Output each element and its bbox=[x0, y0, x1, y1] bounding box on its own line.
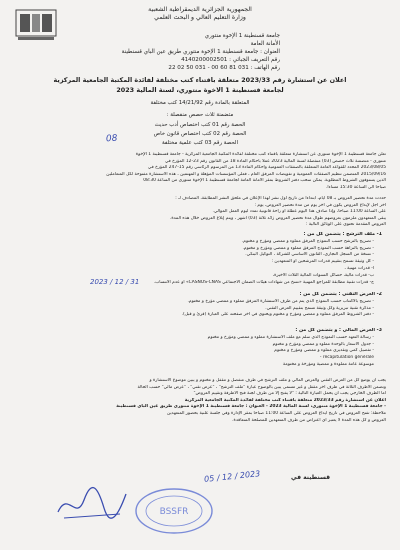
paragraph-line: حددت مدة تحضير العروض بـ 08 أيام، ابتداءا من تاريخ أول نشر لهذا الإعلان في ملحق النشر المطابقة، المصادف لـ : bbox=[175, 196, 386, 201]
paragraph-line: اعلان عن استشارة رقم 2023/33 متعلقة باقتناء كتب مختلفة لفائدة المكتبة الجامعية المركزية bbox=[184, 397, 386, 403]
section-heading: 2- العرض التقني : يتضمن كل من : bbox=[299, 292, 382, 297]
list-item: - نسخة من السجل التجاري، القانون الأساسي للشركة ، التوكيل البنكي. bbox=[245, 252, 374, 258]
paragraph-line: 2023/08/05 المحدد للقواعد العامة المتعلقة بالصفقات العمومية وأحكام المادة 13 من المرسوم الرئاسي رقم 15-247 المؤرخ في bbox=[147, 165, 386, 171]
list-item: - تصريح بالنزاهة حسب النموذج المرفق مملوء و ممضي ومؤرخ و مختوم. bbox=[242, 245, 374, 251]
paragraph-line: تعلن جامعة قسنطينة 1 الإخوة منتوري عن استشارة متعلقة باقتناء كتب مختلفة لفائدة المكتبة الجامعية المركزية - جامعة قسنطينة 1 الإخوة bbox=[135, 152, 386, 157]
list-item: récapitulation générale - bbox=[319, 355, 374, 361]
paragraph-line: يجب أن يوضع كل من العرض التقني والعرض المالي و ملف الترشح في ظرف منفصل و مقفل و مختوم و يبين موضوع الاستشارة و bbox=[149, 378, 386, 383]
paragraph-line: وتضمن الأظرف الثلاثة في ظرف آخر مقفل و غير مسمى يبين بالوضوح عبارة "ملف الترشح" ، "عرض تقني" ، "عرض مالي" حسب الحالة bbox=[137, 384, 386, 390]
list-item: - رسالة التعهد حسب النموذج الذي سلم مع ملف الاستشارة مملوء و ممضي ومؤرخ و مختوم bbox=[207, 334, 374, 340]
paragraph-line: ملاحظة: تفتح العروض في تاريخ ايداع العروض على الساعة 11:00 صباحا بمقر الإدارة وفي جلسة علنية بحضور المتعهدين bbox=[166, 410, 386, 416]
closing-paragraph bbox=[14, 378, 386, 424]
admin-line: رقم التعريف الجبائي : 4140200002501 bbox=[181, 57, 280, 63]
ministry-name: وزارة التعليم العالي و البحث العلمي bbox=[154, 14, 246, 21]
handwritten-signature bbox=[54, 482, 130, 526]
official-stamp bbox=[132, 486, 216, 536]
document-subtitle: لجامعة قسنطينة 1 الاخوة منتوري، لسنة المالية 2023 bbox=[116, 86, 284, 94]
signature-date: 2023 / 12 / 05 bbox=[203, 469, 261, 484]
list-item: - مذكرة تقنية تبريرية وكل وثيقة تسمح بتقييم العرض التقني. bbox=[265, 305, 374, 311]
list-item: - تفصيل كمي وتقديري مملوء و ممضي ومؤرخ و مختوم bbox=[274, 348, 374, 354]
paragraph-line: على الساعة 11:00 صباحا، وإذا صادف هذا اليوم عطلة أو راحة قانونية تمدد ليوم العمل الموالي. bbox=[212, 209, 386, 215]
list-item: ب- قدرات مالية، حصائل السنوات المالية الثلاث الأخيرة، bbox=[272, 272, 374, 278]
administration-block bbox=[10, 32, 280, 72]
paragraph-line: أما الظرف الخارجي يجب أن يحمل العبارة التالية : "لا يفتح إلا من طرف لجنة فتح الأظرفة وتقييم العروض" bbox=[193, 391, 386, 397]
list-item: موسوعة عامة مملوءة و ممضية ومؤرخة و مختومة bbox=[283, 361, 374, 367]
list-item: - تصريح بالاكتتاب حسب النموذج الذي يتم من طرف الاستشارة المرفق مملوء و ممضي مؤرخ و مختوم. bbox=[187, 298, 374, 304]
paragraph-line: العروض و كل هذه المدة لا يعتبر أي اعتراض من طرف المتعهدين للمصلحة المتعاقدة. bbox=[232, 417, 386, 423]
section-heading: 3- العرض المالي : و يتضمن كل من : bbox=[295, 328, 382, 333]
admin-line: جامعة قسنطينة 1 الإخوة منتوري bbox=[204, 33, 280, 39]
lot-line: المتعلقة بالمادة رقم 14/21/92 كتب مختلفة bbox=[150, 100, 250, 106]
document-header bbox=[0, 6, 400, 22]
list-item: - دفتر الشروط المرفق مملوء و ممضي ومؤرخ و مختوم ويحتوي في آخر صفحته على العبارة (قرئ و قبل). bbox=[181, 312, 374, 318]
paragraph-line: 2015/09/16 المتضمن تنظيم الصفقات العمومية و تفويضات المرفق العام ، فعلى المؤسسات المؤهلة و المهتمين ، هذه الاستشارة مفتوحة لكل المتعاملين bbox=[106, 171, 386, 177]
paragraph-line: - جامعة قسنطينة 1 الإخوة منتوري، لسنة المالية 2023 - العنوان : جامعة قسنطينة 1 الإخوة منتوري طريق عين الباي قسنطينة bbox=[116, 404, 386, 410]
handwritten-mark: 31 / 12 / 2023 bbox=[90, 278, 140, 286]
intro-paragraph bbox=[14, 152, 386, 192]
paragraph-line: منتوري - متضمنة ثلاث حصص (03) منفصلة لسنة المالية 2023 عملا بأحكام المادة 18 من القانون رقم 23-12 المؤرخ في bbox=[165, 158, 386, 164]
signature-place: قسنطينة في bbox=[291, 474, 330, 481]
list-item: - كل وثيقة تسمح بتقييم قدرات المرشحين أو المتعهدين : bbox=[271, 259, 374, 265]
deadline-paragraph bbox=[14, 196, 386, 229]
lot-line: الحصة رقم 02 كتب اختصاص قانون خاص bbox=[153, 131, 247, 137]
lot-line: الحصة رقم 03 كتب علمية مختلفة bbox=[162, 140, 238, 146]
admin-line: رقم الهاتف : 031 81 60 00 - 031 50 02 22 bbox=[168, 65, 280, 71]
paragraph-line: العروض المقدمة تحتوي على الوثائق التالية : bbox=[305, 222, 386, 228]
paragraph-line: يبقى المتعهدون ملزمون بعروضهم طوال مدة تحضير العروض زائد ثلاثة (03) أشهر ، ويتم إبلاغ العروض خلال هذه المدة. bbox=[169, 215, 386, 221]
handwritten-day: 08 bbox=[105, 133, 118, 145]
admin-line: الأمانة العامة bbox=[250, 41, 280, 47]
list-item: أ- قدرات مهنية ، bbox=[344, 265, 374, 271]
list-item: ج- قدرات تقنية مطابقة للمراجع المهنية «نسخ من شهادات هيئات الضمان الاجتماعي CASNOS-CNAS» أو عدم الانتساب. bbox=[153, 279, 374, 285]
financial-section bbox=[22, 328, 382, 369]
paragraph-line: صباحا الى الساعة 15:30 مساءا. bbox=[326, 184, 386, 190]
technical-section bbox=[22, 292, 382, 319]
candidature-section bbox=[22, 232, 382, 286]
stamp-text: BSSFR bbox=[159, 507, 189, 517]
paragraph-line: الذين يستوفون الشروط المطلوبة. يمكن سحب دفتر الشروط بمقر الامانة العامة لجامعة قسنطينة 1 الإخوة منتوري من الساعة 08:30 bbox=[143, 178, 386, 184]
list-item: - تصريح بالترشح حسب النموذج المرفق مملوء و ممضي ومؤرخ و مختوم. bbox=[241, 238, 374, 244]
admin-line: العنوان : جامعة قسنطينة 1 الإخوة منتوري طريق عين الباي قسنطينة bbox=[121, 49, 280, 55]
lot-line: متضمنة ثلاث حصص منفصلة : bbox=[166, 112, 234, 118]
section-heading: 1- ملف الترشح : يتضمن كل من : bbox=[303, 232, 382, 237]
paragraph-line: آخر أجل لإيداع العروض يكون في آخر يوم من مدة تحضير العروض، يوم : bbox=[254, 202, 386, 208]
list-item: - جدول الأسعار بالوحدة مملوء و ممضي ومؤرخ و مختوم bbox=[272, 341, 374, 347]
document-title: اعلان عن استشارة رقم 2023/33 متعلقة باقتناء كتب مختلفة لفائدة المكتبة الجامعية المركزية bbox=[53, 76, 347, 84]
republic-name: الجمهورية الجزائرية الديمقراطية الشعبية bbox=[148, 6, 252, 13]
lot-line: الحصة رقم 01 كتب اختصاص أدب حديث bbox=[154, 122, 246, 128]
